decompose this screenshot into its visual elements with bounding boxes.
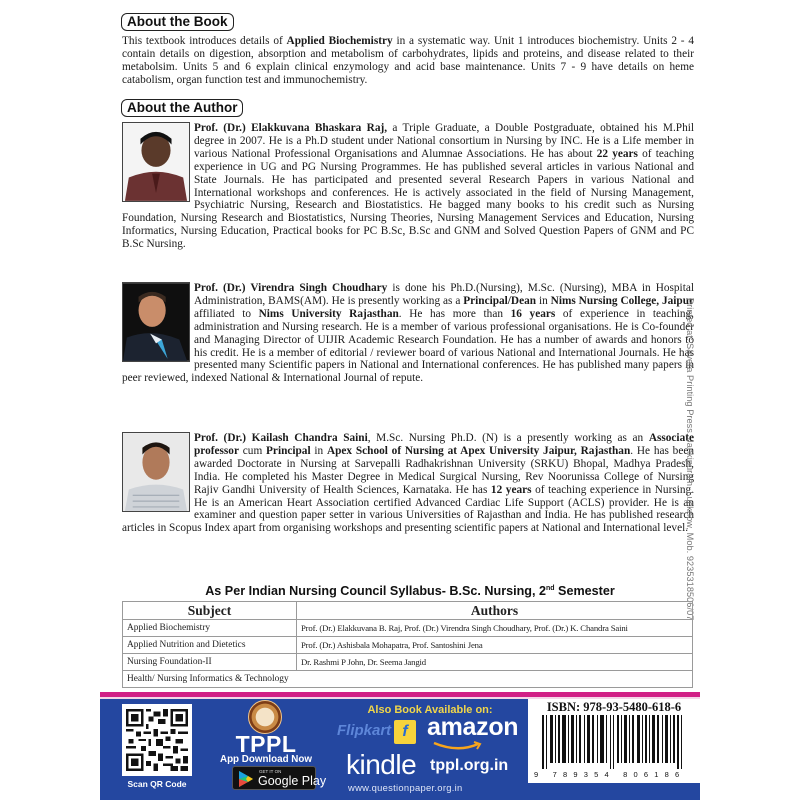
author-photo-1 (122, 122, 194, 206)
about-book-text-part: This textbook introduces details of (122, 35, 287, 47)
qr-code[interactable] (122, 704, 192, 776)
bio-text: affiliated to (194, 307, 259, 320)
bio-text: of experience in teaching, administration and Nursing research. He is a member of various professional organisations. He is Co-founder and Managing Director of UIJIR Academic Research Foundation. He has a number of awards and honors to his credit. He is a member of editorial / reviewer board of various National and International Journals. He has presented many Scientific papers in National and International conferences. He has published many papers in peer reviewed, indexed National & International Journal of repute. (122, 307, 694, 385)
bio-text: . He has been awarded Doctorate in Nursing at Sarvepalli Radhakrishnan University (SRKU) Bhopal, Madhya Pradesh, India. He completed his Master Degree in Medical Surgical Nursing, Rev Noorunissa College of Nursing Rajiv Gandhi University of Health Sciences, Karnataka. He has (194, 444, 695, 496)
bio-bold: Nims University Rajasthan (258, 307, 399, 320)
questionpaper-website-link[interactable]: www.questionpaper.org.in (348, 782, 463, 793)
bio-text: in (310, 444, 327, 457)
bio-bold: 22 years (596, 147, 638, 160)
about-book-heading: About the Book (121, 13, 234, 31)
qr-label: Scan QR Code (127, 779, 187, 789)
table-header-row (123, 602, 693, 620)
authors-cell: Prof. (Dr.) Elakkuvana B. Raj, Prof. (Dr.) Virendra Singh Choudhary, Prof. (Dr.) K. Chandra Saini (297, 620, 693, 637)
syllabus-title-sup: nd (546, 584, 555, 592)
author-photo-3 (122, 432, 194, 516)
subject-cell: Nursing Foundation-II (123, 654, 297, 671)
authors-cell: Dr. Rashmi P John, Dr. Seema Jangid (297, 654, 693, 671)
author-bio-3 (122, 432, 694, 535)
table-row (123, 620, 693, 637)
amazon-logo[interactable]: amazon (427, 713, 519, 741)
bio-bold: 16 years (510, 307, 556, 320)
subject-cell: Applied Nutrition and Dietetics (123, 637, 297, 654)
about-book-text-part: in a systematic way. Unit 1 introduces biochemistry. Units 2 - 4 contain details on digestion, absorption and metabolism of carbohydrates, lipids and proteins, and disease related to their metabolsim. Units 5 and 6 explain clinical enzymology and acid base maintenance. Units 7 - 9 have details on heme catabolism, organ function test and immunochemistry. (122, 35, 694, 86)
column-header-subject: Subject (123, 602, 297, 620)
author-bio-1 (122, 122, 694, 251)
table-row (123, 654, 693, 671)
google-play-icon (239, 771, 253, 787)
author-bio-2 (122, 282, 694, 385)
bio-text: cum (238, 444, 267, 457)
column-header-authors: Authors (297, 602, 693, 620)
barcode-digits: 9 789354 806186 (534, 770, 686, 779)
google-play-button[interactable] (232, 766, 327, 790)
bio-text: of teaching experience in Nursing. He is an American Heart Association certified Advanced Cardiac Life Support (ACLS) provider. He is an examiner and question paper setter in various Universities of Rajasthan and India. He has published research articles in Scopus Index apart from organising workshops and presenting scientific papers at National and International level. (122, 483, 694, 535)
barcode-icon (534, 715, 692, 769)
bio-text: . He has more than (398, 307, 511, 320)
isbn-barcode-panel (528, 699, 700, 783)
syllabus-title-end: Semester (554, 584, 615, 598)
bio-bold: Associate professor (194, 432, 694, 457)
author-name: Prof. (Dr.) Kailash Chandra Saini (194, 432, 368, 444)
tppl-logo-icon (248, 700, 282, 734)
syllabus-title-main: As Per Indian Nursing Council Syllabus- B.Sc. Nursing, 2 (205, 584, 546, 598)
portrait-icon (122, 282, 190, 362)
also-available-label: Also Book Available on: (367, 704, 493, 716)
app-download-text: App Download Now (220, 754, 312, 765)
syllabus-table (122, 601, 693, 688)
footer-banner (100, 699, 700, 800)
table-row (123, 671, 693, 688)
table-row (123, 637, 693, 654)
bio-text: a Triple Graduate, a Double Postgraduate, obtained his M.Phil degree in 2007. He is a Ph.D student under National consortium in Nursing by INC. He is a Life member in various National Professional Organisations and Alumnae Associations. He has about (194, 122, 694, 160)
bio-bold: Principal (266, 444, 311, 457)
tppl-website-link[interactable]: tppl.org.in (430, 757, 509, 774)
printer-credit: Printed at: Savera Printing Press, Jankipuram, Lucknow, Mob. 9235318506/07 (685, 298, 695, 621)
flipkart-logo[interactable]: Flipkart (337, 722, 392, 739)
gplay-small-text: GET IT ON (259, 769, 282, 774)
authors-cell: Prof. (Dr.) Ashisbala Mohapatra, Prof. Santoshini Jena (297, 637, 693, 654)
bio-bold: Apex School of Nursing at Apex University Jaipur, Rajasthan (326, 444, 631, 457)
subject-cell: Applied Biochemistry (123, 620, 297, 637)
gplay-big-text: Google Play (258, 774, 327, 788)
bio-bold: Nims Nursing College, Jaipur (550, 294, 694, 307)
portrait-icon (122, 432, 190, 512)
subject-cell: Health/ Nursing Informatics & Technology (123, 671, 693, 688)
about-book-text (122, 35, 694, 87)
author-name: Prof. (Dr.) Virendra Singh Choudhary (194, 282, 388, 294)
bio-text: , M.Sc. Nursing Ph.D. (N) is a presently working as an (367, 432, 649, 444)
bio-text: in (536, 294, 551, 307)
author-name: Prof. (Dr.) Elakkuvana Bhaskara Raj, (194, 122, 388, 134)
syllabus-title (120, 584, 700, 598)
flipkart-bag-icon: f (394, 720, 416, 744)
publisher-name: TPPL (235, 731, 297, 757)
author-photo-2 (122, 282, 194, 366)
about-author-heading: About the Author (121, 99, 243, 117)
bio-text: is done his Ph.D.(Nursing), M.Sc. (Nursing), MBA in Hospital Administration, BAMS(AM). He is presently working as a (194, 282, 694, 307)
portrait-icon (122, 122, 190, 202)
amazon-smile-icon (432, 741, 484, 751)
bio-text: of teaching experience in UG and PG Nursing Programmes. He has published several articles in various National and State Journals. He has participated and presented several Research Papers in various National and International workshops and conferences. He is actively associated in the field of Nursing Management, Psychiatric Nursing, Research and Biostatistics. He bagged many books to his credit such as Nursing Foundation, Nursing Research and Biostatistics, Nursing Theories, Nursing Management Services and Education, Nursing Informatics, Nursing Education, Practical books for PC B.Sc, B.Sc and GNM and Solved Question Papers of GNM and PC B.Sc Nursing. (122, 147, 694, 251)
qr-code-icon (126, 708, 188, 772)
bio-bold: 12 years (490, 483, 532, 496)
isbn-number: ISBN: 978-93-5480-618-6 (546, 700, 682, 714)
bio-bold: Principal/Dean (463, 294, 537, 307)
kindle-logo[interactable]: kindle (346, 749, 417, 780)
book-subject-bold: Applied Biochemistry (286, 35, 393, 47)
